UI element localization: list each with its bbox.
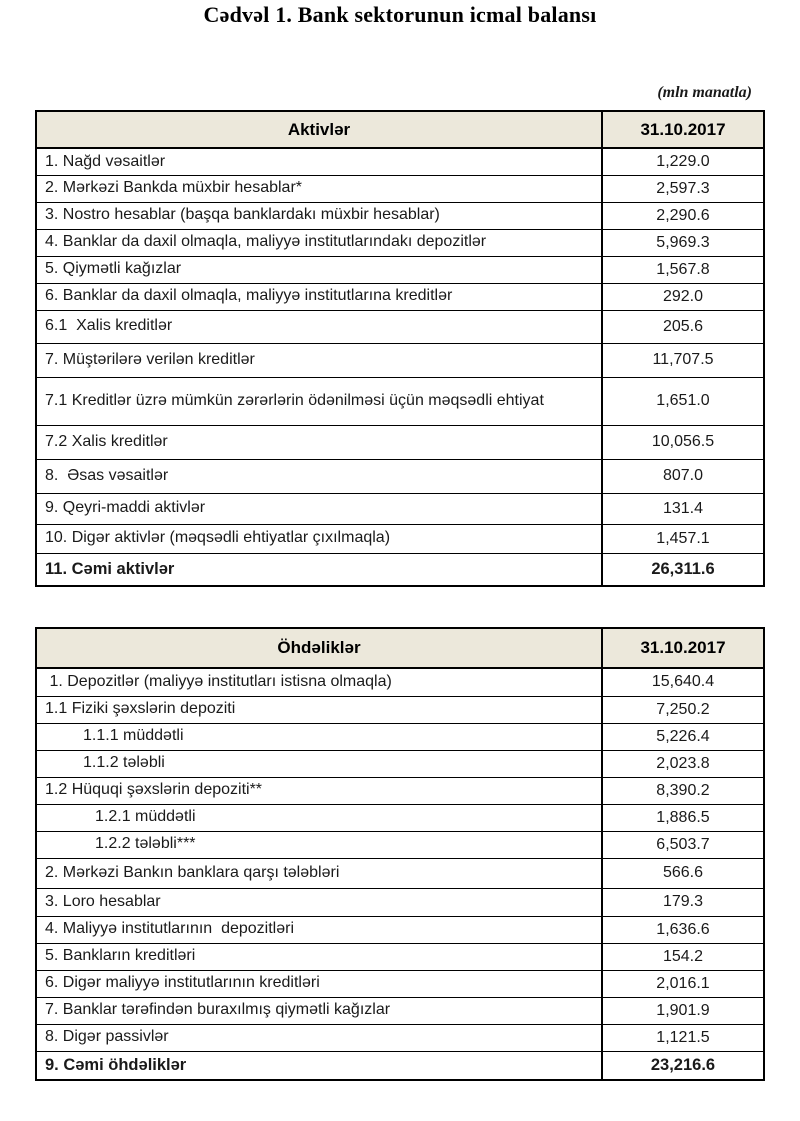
row-value: 1,636.6 [602,916,764,943]
row-label: 6. Banklar da daxil olmaqla, maliyyə institutlarına kreditlər [36,283,602,310]
row-label: 7.1 Kreditlər üzrə mümkün zərərlərin ödənilməsi üçün məqsədli ehtiyat [36,377,602,425]
unit-note: (mln manatla) [657,84,752,101]
table-row [36,310,764,343]
liabilities-header-row [36,628,764,668]
row-label: 9. Qeyri-maddi aktivlər [36,493,602,524]
row-value: 15,640.4 [602,668,764,696]
table-row [36,459,764,493]
row-value: 1,886.5 [602,804,764,831]
row-value: 292.0 [602,283,764,310]
liabilities-header-label: Öhdəliklər [36,628,602,668]
table-row [36,750,764,777]
row-label: 1.2.1 müddətli [36,804,602,831]
assets-header-date: 31.10.2017 [602,111,764,148]
row-value: 10,056.5 [602,425,764,459]
table-row [36,256,764,283]
table-row [36,1051,764,1080]
liabilities-table [35,627,765,1081]
row-value: 26,311.6 [602,553,764,586]
table-row [36,696,764,723]
row-value: 1,121.5 [602,1024,764,1051]
table-row [36,148,764,175]
row-value: 131.4 [602,493,764,524]
table-row [36,970,764,997]
assets-header-label: Aktivlər [36,111,602,148]
row-value: 2,290.6 [602,202,764,229]
row-label: 8. Digər passivlər [36,1024,602,1051]
row-value: 2,597.3 [602,175,764,202]
row-label: 3. Nostro hesablar (başqa banklardakı müxbir hesablar) [36,202,602,229]
row-label: 9. Cəmi öhdəliklər [36,1051,602,1080]
row-value: 6,503.7 [602,831,764,858]
table-row [36,493,764,524]
row-label: 1. Depozitlər (maliyyə institutları istisna olmaqla) [36,668,602,696]
row-label: 4. Maliyyə institutlarının depozitləri [36,916,602,943]
table-row [36,283,764,310]
page-title: Cədvəl 1. Bank sektorunun icmal balansı [203,2,597,27]
row-label: 5. Qiymətli kağızlar [36,256,602,283]
table-row [36,723,764,750]
row-label: 8. Əsas vəsaitlər [36,459,602,493]
row-value: 179.3 [602,888,764,916]
row-value: 1,457.1 [602,524,764,553]
table-row [36,668,764,696]
row-value: 1,901.9 [602,997,764,1024]
table-row [36,831,764,858]
row-value: 5,226.4 [602,723,764,750]
table-row [36,858,764,888]
row-label: 3. Loro hesablar [36,888,602,916]
row-value: 2,016.1 [602,970,764,997]
row-value: 11,707.5 [602,343,764,377]
row-label: 11. Cəmi aktivlər [36,553,602,586]
row-label: 1.1 Fiziki şəxslərin depoziti [36,696,602,723]
row-value: 1,567.8 [602,256,764,283]
row-label: 1.2 Hüquqi şəxslərin depoziti** [36,777,602,804]
row-label: 4. Banklar da daxil olmaqla, maliyyə institutlarındakı depozitlər [36,229,602,256]
table-row [36,377,764,425]
assets-table-body [36,148,764,586]
table-row [36,916,764,943]
row-label: 1. Nağd vəsaitlər [36,148,602,175]
table-row [36,777,764,804]
assets-header-row [36,111,764,148]
table-row [36,997,764,1024]
row-value: 23,216.6 [602,1051,764,1080]
assets-table [35,110,765,587]
table-row [36,202,764,229]
row-label: 1.1.2 tələbli [36,750,602,777]
table-row [36,229,764,256]
liabilities-table-body [36,668,764,1080]
table-row [36,804,764,831]
row-label: 2. Mərkəzi Bankın banklara qarşı tələbləri [36,858,602,888]
row-label: 7.2 Xalis kreditlər [36,425,602,459]
row-label: 7. Müştərilərə verilən kreditlər [36,343,602,377]
row-label: 10. Digər aktivlər (məqsədli ehtiyatlar çıxılmaqla) [36,524,602,553]
row-value: 154.2 [602,943,764,970]
table-row [36,553,764,586]
row-value: 566.6 [602,858,764,888]
table-row [36,425,764,459]
row-value: 807.0 [602,459,764,493]
row-value: 5,969.3 [602,229,764,256]
row-label: 2. Mərkəzi Bankda müxbir hesablar* [36,175,602,202]
table-row [36,524,764,553]
row-value: 7,250.2 [602,696,764,723]
row-value: 205.6 [602,310,764,343]
table-row [36,943,764,970]
row-value: 1,651.0 [602,377,764,425]
row-label: 1.1.1 müddətli [36,723,602,750]
table-row [36,1024,764,1051]
row-label: 6. Digər maliyyə institutlarının kreditləri [36,970,602,997]
table-row [36,343,764,377]
row-value: 2,023.8 [602,750,764,777]
row-label: 7. Banklar tərəfindən buraxılmış qiymətli kağızlar [36,997,602,1024]
row-label: 6.1 Xalis kreditlər [36,310,602,343]
table-row [36,888,764,916]
liabilities-header-date: 31.10.2017 [602,628,764,668]
row-label: 1.2.2 tələbli*** [36,831,602,858]
table-row [36,175,764,202]
row-value: 1,229.0 [602,148,764,175]
row-value: 8,390.2 [602,777,764,804]
row-label: 5. Bankların kreditləri [36,943,602,970]
